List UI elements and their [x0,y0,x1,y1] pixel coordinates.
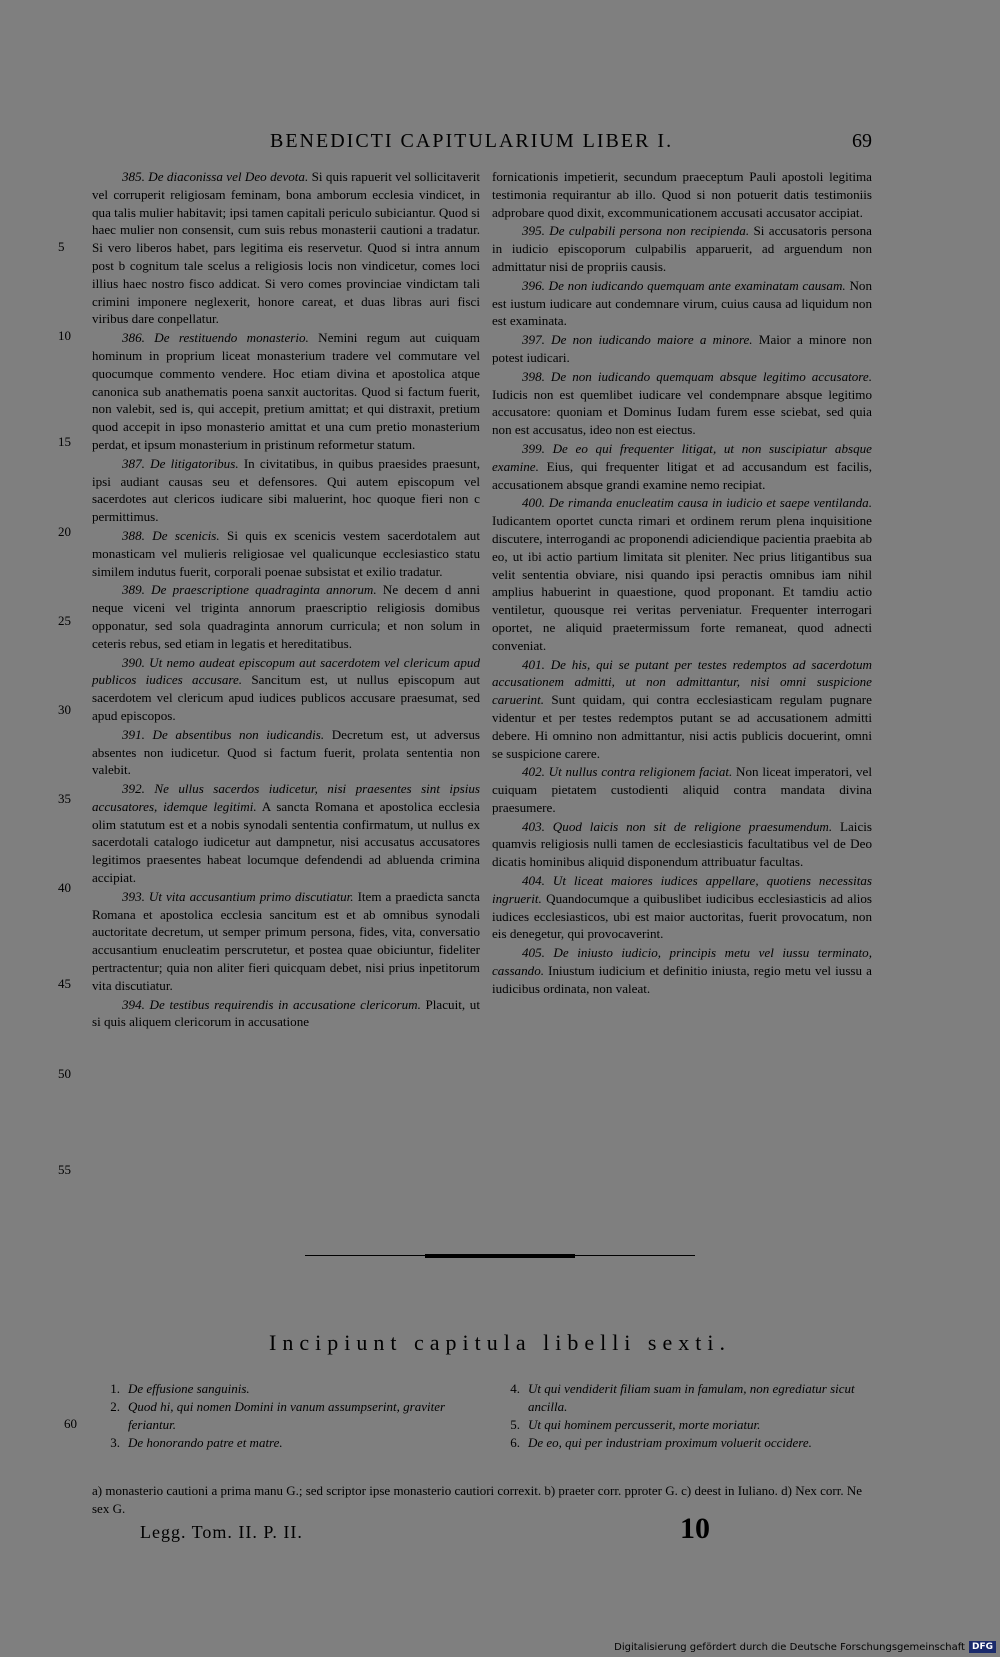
chapter-391 [92,726,480,779]
line-number: 25 [58,613,71,628]
toc-item [492,1380,872,1416]
chapter-text: Iniustum iudicium et definitio iniusta, regio metu vel iussu a iudicibus ordinata, non valeat. [492,963,872,996]
chapter-text: Si accusatoris persona in iudicio episcoporum culpabilis apparuerit, ad arguendum non admittatur nisi de propriis causis. [492,223,872,274]
chapter-rubric: 391. De absentibus non iudicandis. [122,726,325,742]
chapter-392 [92,780,480,887]
toc-text: De honorando patre et matre. [128,1435,283,1450]
chapter-rubric: 386. De restituendo monasterio. [122,330,309,346]
chapter-rubric: 395. De culpabili persona non recipienda. [522,223,750,239]
toc-item [492,1416,872,1434]
line-number: 5 [58,239,65,254]
chapter-387 [92,455,480,526]
chapter-text: Si quis ex scenicis vestem sacerdotalem aut monasticam vel mulieris religiosae vel qualicunque ecclesiastico statu similem indutus fuerit, corporali poenae subsistat et exilio tradatur. [92,527,480,579]
credit-text: Digitalisierung gefördert durch die Deutsche Forschungsgemeinschaft [614,1641,965,1653]
chapter-text: A sancta Romana et apostolica ecclesia olim statutum est et a nobis synodali sententia confirmatum, ut nullus ex sacerdotali catalogo iudicetur aut dampnetur, nisi accusatus accusatores legitimos praesentes habeat locumque defendendi ad abluenda crimina accipiat. [92,798,480,886]
chapter-rubric: 390. Ut nemo audeat episcopum aut sacerdotem vel clericum apud publicos iudices accusare. [92,654,480,688]
section-title: Incipiunt capitula libelli sexti. [269,1330,731,1355]
footnotes: a) monasterio cautioni a prima manu G.; sed scriptor ipse monasterio cautiori correxit. b) praeter corr. pproter G. c) deest in Iuliano. d) Nex corr. Ne sex G. [92,1483,862,1516]
chapter-405 [492,944,872,997]
line-number: 20 [58,524,71,539]
chapter-rubric: 392. Ne ullus sacerdos iudicetur, nisi praesentes sint ipsius accusatores, idemque legitimi. [92,781,480,814]
chapter-397 [492,331,872,367]
chapter-389 [92,581,480,652]
chapter-400 [492,494,872,654]
chapter-rubric: 394. De testibus requirendis in accusatione clericorum. [122,996,421,1012]
chapter-396 [492,277,872,330]
chapter-text: Si quis rapuerit vel sollicitaverit vel corruperit religiosam feminam, bona amborum ecclesia vindicet, in qua talis mulier habitavit; ipsi tamen capitali periculo subiciantur. Quod si haec mulier non consensit, cum suis rebus monasterii cautioni a tradatur. Si vero liberos habet, pars legitima eis reservetur. Quod si intra annum post b cognitum tale scelus a religiosis locis non vindicetur, comes loci illius haec nostro fisco addicat. Si vero comes provinciae vindictam tali crimini imponere neglexerit, honore careat, et duas libras auri fisci viribus dare conpellatur. [92,169,480,327]
chapter-388 [92,527,480,580]
chapter-399 [492,440,872,493]
line-number: 15 [58,434,71,449]
chapter-text: Maior a minore non potest iudicari. [492,332,872,365]
chapter-386 [92,329,480,454]
line-number: 10 [58,328,71,343]
toc-text: De effusione sanguinis. [128,1381,250,1396]
chapter-text: Iudicantem oportet cuncta rimari et ordinem rerum plena inquisitione discutere, interrogandi ac proponendi adiciendique pacientia praebita ab eo, ut ibi actio partium limitata sit pleniter. Nec prius litigantibus sua velit sententia obviare, nisi quando ipsi peractis omnibus iam nihil amplius habuerint in quaestione, quod proponant. Et tamdiu actio ventiletur, quousque rei veritas perveniatur. Frequenter interrogari oportet, ne aliquid praetermissum forte remaneat, quod adnecti conveniat. [492,513,872,653]
line-number: 50 [58,1066,71,1081]
toc-item [92,1434,472,1452]
left-column [92,168,480,1032]
chapter-text: Sancitum est, ut nullus episcopum aut sacerdotem vel clericum apud iudices publicos accusare praesumat, sed apud episcopos. [92,672,481,723]
chapter-394 [92,996,480,1032]
sheet-number: 10 [680,1512,710,1545]
line-number: 35 [58,791,71,806]
chapter-rubric: 385. De diaconissa vel Deo devota. [122,169,309,184]
dfg-logo-icon: DFG [969,1641,996,1653]
chapter-rubric: 401. De his, qui se putant per testes redemptos ad sacerdotum accusationem admitti, ut non admittantur, nisi omni suspicione caruerint. [492,656,872,708]
decorative-rule [305,1254,695,1258]
chapter-rubric: 399. De eo qui frequenter litigat, ut non suscipiatur absque examine. [492,440,872,474]
toc-right [492,1380,872,1452]
toc-item [92,1380,472,1398]
chapter-text: Non est iustum iudicare aut condemnare virum, cuius causa ad liquidum non est examinata. [492,277,872,329]
toc-item [492,1434,872,1452]
rule-swell [425,1254,575,1258]
chapter-text: Decretum est, ut adversus absentes non iudicetur. Quod si factum fuerit, prolata sententia non valebit. [92,726,480,778]
toc-text: Quod hi, qui nomen Domini in vanum assumpserint, graviter feriantur. [128,1399,446,1432]
chapter-395 [492,222,872,275]
chapter-rubric: 397. De non iudicando maiore a minore. [522,332,753,348]
line-number: 30 [58,702,71,717]
line-number: 55 [58,1162,71,1177]
chapter-text: In civitatibus, in quibus praesides praesunt, ipsi audiant causas seu et defensores. Qui autem episcopum vel sacerdotes aut clericos iudicare sibi maluerint, hoc quoque fieri non c permittimus. [92,455,480,525]
page-header [92,130,872,154]
toc-item [92,1398,472,1434]
chapter-text: Quandocumque a quibuslibet iudicibus ecclesiasticis ad alios iudices ecclesiasticos, ubi est maior auctoritas, fuerit provocatum, non eis denegetur, qui provocaverint. [492,890,872,942]
chapter-text: Nemini regum aut cuiquam hominum in proprium liceat monasterium tradere vel commutare vel quocumque commento vendere. Hoc etiam divina et apostolica atque canonica sub anathematis poena sanxit auctoritas. Quod si factum fuerit, non valebit, sed is, qui accepit, pretium amittat; et qui distraxit, pretium quod accepit in ipso monasterio amittat et una cum pretio monasterium perdat, et ipsum monasterium in pristinum reformetur statum. [92,330,480,452]
toc-text: De eo, qui per industriam proximum voluerit occidere. [528,1435,812,1450]
page-number: 69 [852,130,872,152]
chapter-rubric: 403. Quod laicis non sit de religione praesumendum. [522,818,833,834]
line-number: 45 [58,976,71,991]
chapter-401 [492,656,872,763]
toc-number: 3. [110,1435,120,1450]
chapter-403 [492,818,872,871]
chapter-rubric: 387. De litigatoribus. [122,455,239,471]
chapter-text: Non liceat imperatori, vel cuiquam pietatem custodienti aliquid contra mandata divina praesumere. [492,764,872,815]
chapter-394-continued [492,168,872,221]
toc-number: 2. [110,1399,120,1414]
chapter-390 [92,654,480,725]
chapter-text: Iudicis non est quemlibet iudicare vel condempnare absque legitimo accusatore: quoniam et Dominus Iudam furem esse sciebat, sed quia non est accusatus, ideo non est eiectus. [492,386,872,438]
toc-number: 1. [110,1381,120,1396]
chapter-398 [492,368,872,439]
chapter-rubric: 388. De scenicis. [122,527,220,543]
chapter-text: Ne decem d anni neque viceni vel triginta annorum praescriptio religiosis domibus opponatur, sed sola quadraginta annorum curricula; et non solum in ceteris rebus, sed etiam in legatis et hereditatibus. [92,582,480,651]
signature-mark: Legg. Tom. II. P. II. [140,1522,303,1542]
chapter-text: Laicis quamvis religiosis nulli tamen de ecclesiasticis facultatibus vel de Deo dicatis hominibus aliquid disponendum attribuatur facultas. [492,818,872,870]
toc-number: 6. [510,1435,520,1450]
chapter-rubric: 405. De iniusto iudicio, principis metu vel iussu terminato, cassando. [492,945,872,979]
toc-number: 5. [510,1417,520,1432]
chapter-402 [492,763,872,816]
toc-left [92,1380,472,1452]
running-title: BENEDICTI CAPITULARIUM LIBER I. [270,130,674,152]
chapter-rubric: 398. De non iudicando quemquam absque legitimo accusatore. [522,368,872,384]
toc-text: Ut qui hominem percusserit, morte moriatur. [528,1417,761,1432]
chapter-text: fornicationis impetierit, secundum praeceptum Pauli apostoli legitima testimonia requirantur ab illo. Quod si non potuerit datis testimoniis adprobare quod dixit, excommunicationem accusati accusator accipiat. [492,169,872,220]
chapter-text: Eius, qui frequenter litigat et ad accusandum est facilis, accusationem absque grandi examine nemo recipiat. [492,458,872,492]
chapter-385 [92,168,480,328]
line-number: 40 [58,880,71,895]
chapter-rubric: 402. Ut nullus contra religionem faciat. [522,764,733,780]
chapter-text: Item a praedicta sancta Romana et apostolica ecclesia sancitum est et ab omnibus synodali auctoritate decretum, ut semper primum persona, fides, vita, conversatio accusantium enucleatim perscrutetur, et postea quae obiciuntur, fideliter pertractentur; quia non aliter fieri quicquam debet, nisi prius inpetitorum vita discutiatur. [92,888,480,993]
chapter-rubric: 400. De rimanda enucleatim causa in iudicio et saepe ventilanda. [522,495,872,511]
chapter-rubric: 396. De non iudicando quemquam ante examinatam causam. [522,277,846,293]
chapter-rubric: 404. Ut liceat maiores iudices appellare, quotiens necessitas ingruerit. [492,873,872,906]
digitization-credit [614,1641,996,1653]
right-column [492,168,872,999]
toc-line-number: 60 [64,1416,77,1431]
chapter-393 [92,888,480,995]
chapter-rubric: 393. Ut vita accusantium primo discutiatur. [122,888,354,904]
toc-number: 4. [510,1381,520,1396]
chapter-404 [492,872,872,943]
chapter-rubric: 389. De praescriptione quadraginta annorum. [122,582,377,598]
chapter-text: Placuit, ut si quis aliquem clericorum in accusatione [92,996,480,1030]
toc-text: Ut qui vendiderit filiam suam in famulam, non egrediatur sicut ancilla. [528,1381,855,1414]
chapter-text: Sunt quidam, qui contra ecclesiasticam regulam pugnare videntur et per testes redemptos putant se ad accusationem admitti debere. Hi omnino non admittantur, nisi actis publicis docuerint, omni se suspicione carere. [492,692,872,761]
